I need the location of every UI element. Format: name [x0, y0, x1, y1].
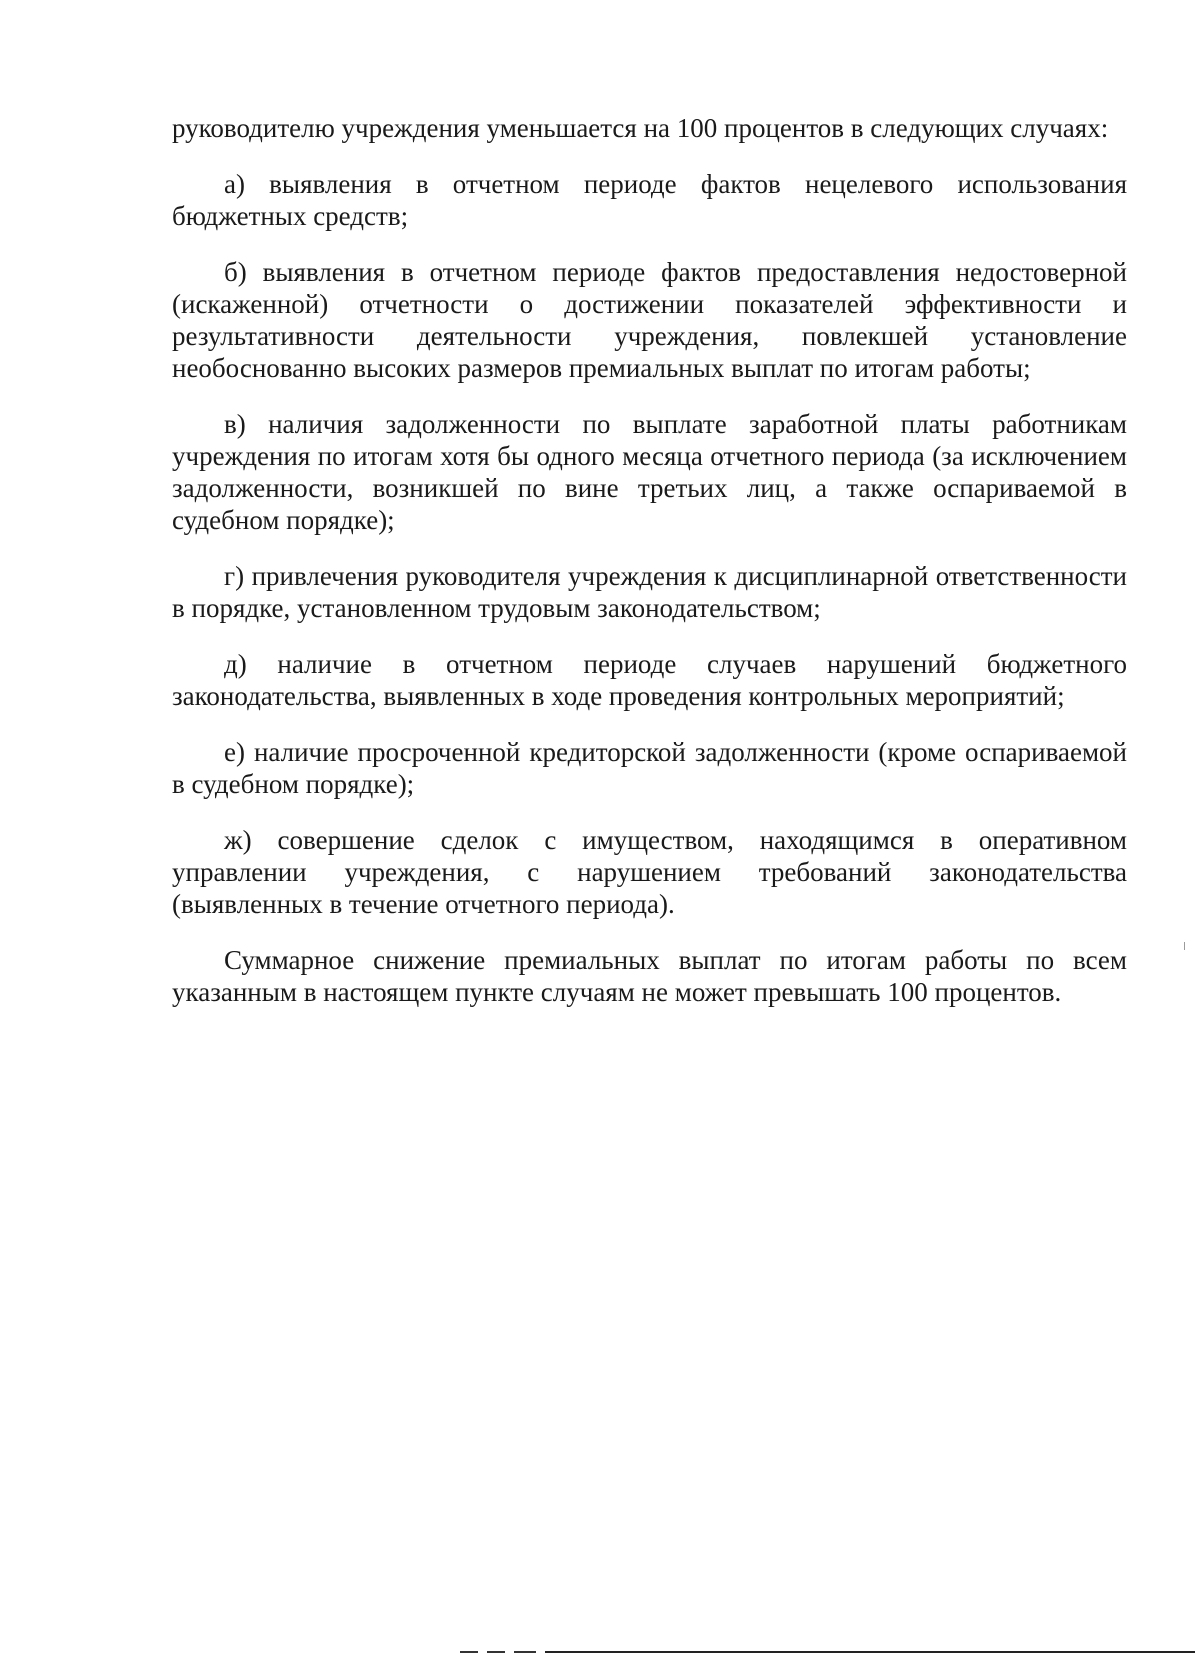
paragraph-intro: руководителю учреждения уменьшается на 100 процентов в следующих случаях: [172, 113, 1109, 143]
divider-dash [460, 1651, 478, 1653]
paragraph-item-a: а) выявления в отчетном периоде фактов нецелевого использования бюджетных средств; [172, 169, 1127, 231]
paragraph-item-d: д) наличие в отчетном периоде случаев нарушений бюджетного законодательства, выявленных в ходе проведения контрольных мероприятий; [172, 649, 1127, 711]
paragraph-item-zh: ж) совершение сделок с имуществом, находящимся в оперативном управлении учреждения, с нарушением требований законодательства (выявленных в течение отчетного периода). [172, 825, 1127, 919]
divider-dash [514, 1651, 536, 1653]
document-body [172, 112, 1127, 1032]
paragraph-item-v: в) наличия задолженности по выплате заработной платы работникам учреждения по итогам хотя бы одного месяца отчетного периода (за исключением задолженности, возникшей по вине третьих лиц, а также оспариваемой в судебном порядке); [172, 409, 1127, 535]
paragraph-item-b: б) выявления в отчетном периоде фактов предоставления недостоверной (искаженной) отчетности о достижении показателей эффективности и результативности деятельности учреждения, повлекшей установление необоснованно высоких размеров премиальных выплат по итогам работы; [172, 257, 1127, 383]
scan-margin-mark [1184, 942, 1185, 950]
paragraph-item-g: г) привлечения руководителя учреждения к дисциплинарной ответственности в порядке, установленном трудовым законодательством; [172, 561, 1127, 623]
paragraph-summary: Суммарное снижение премиальных выплат по итогам работы по всем указанным в настоящем пункте случаям не может превышать 100 процентов. [172, 945, 1127, 1007]
divider-dash [487, 1651, 505, 1653]
footer-divider-line [460, 1651, 1195, 1653]
paragraph-item-e: е) наличие просроченной кредиторской задолженности (кроме оспариваемой в судебном порядке); [172, 737, 1127, 799]
divider-line [545, 1651, 1195, 1653]
